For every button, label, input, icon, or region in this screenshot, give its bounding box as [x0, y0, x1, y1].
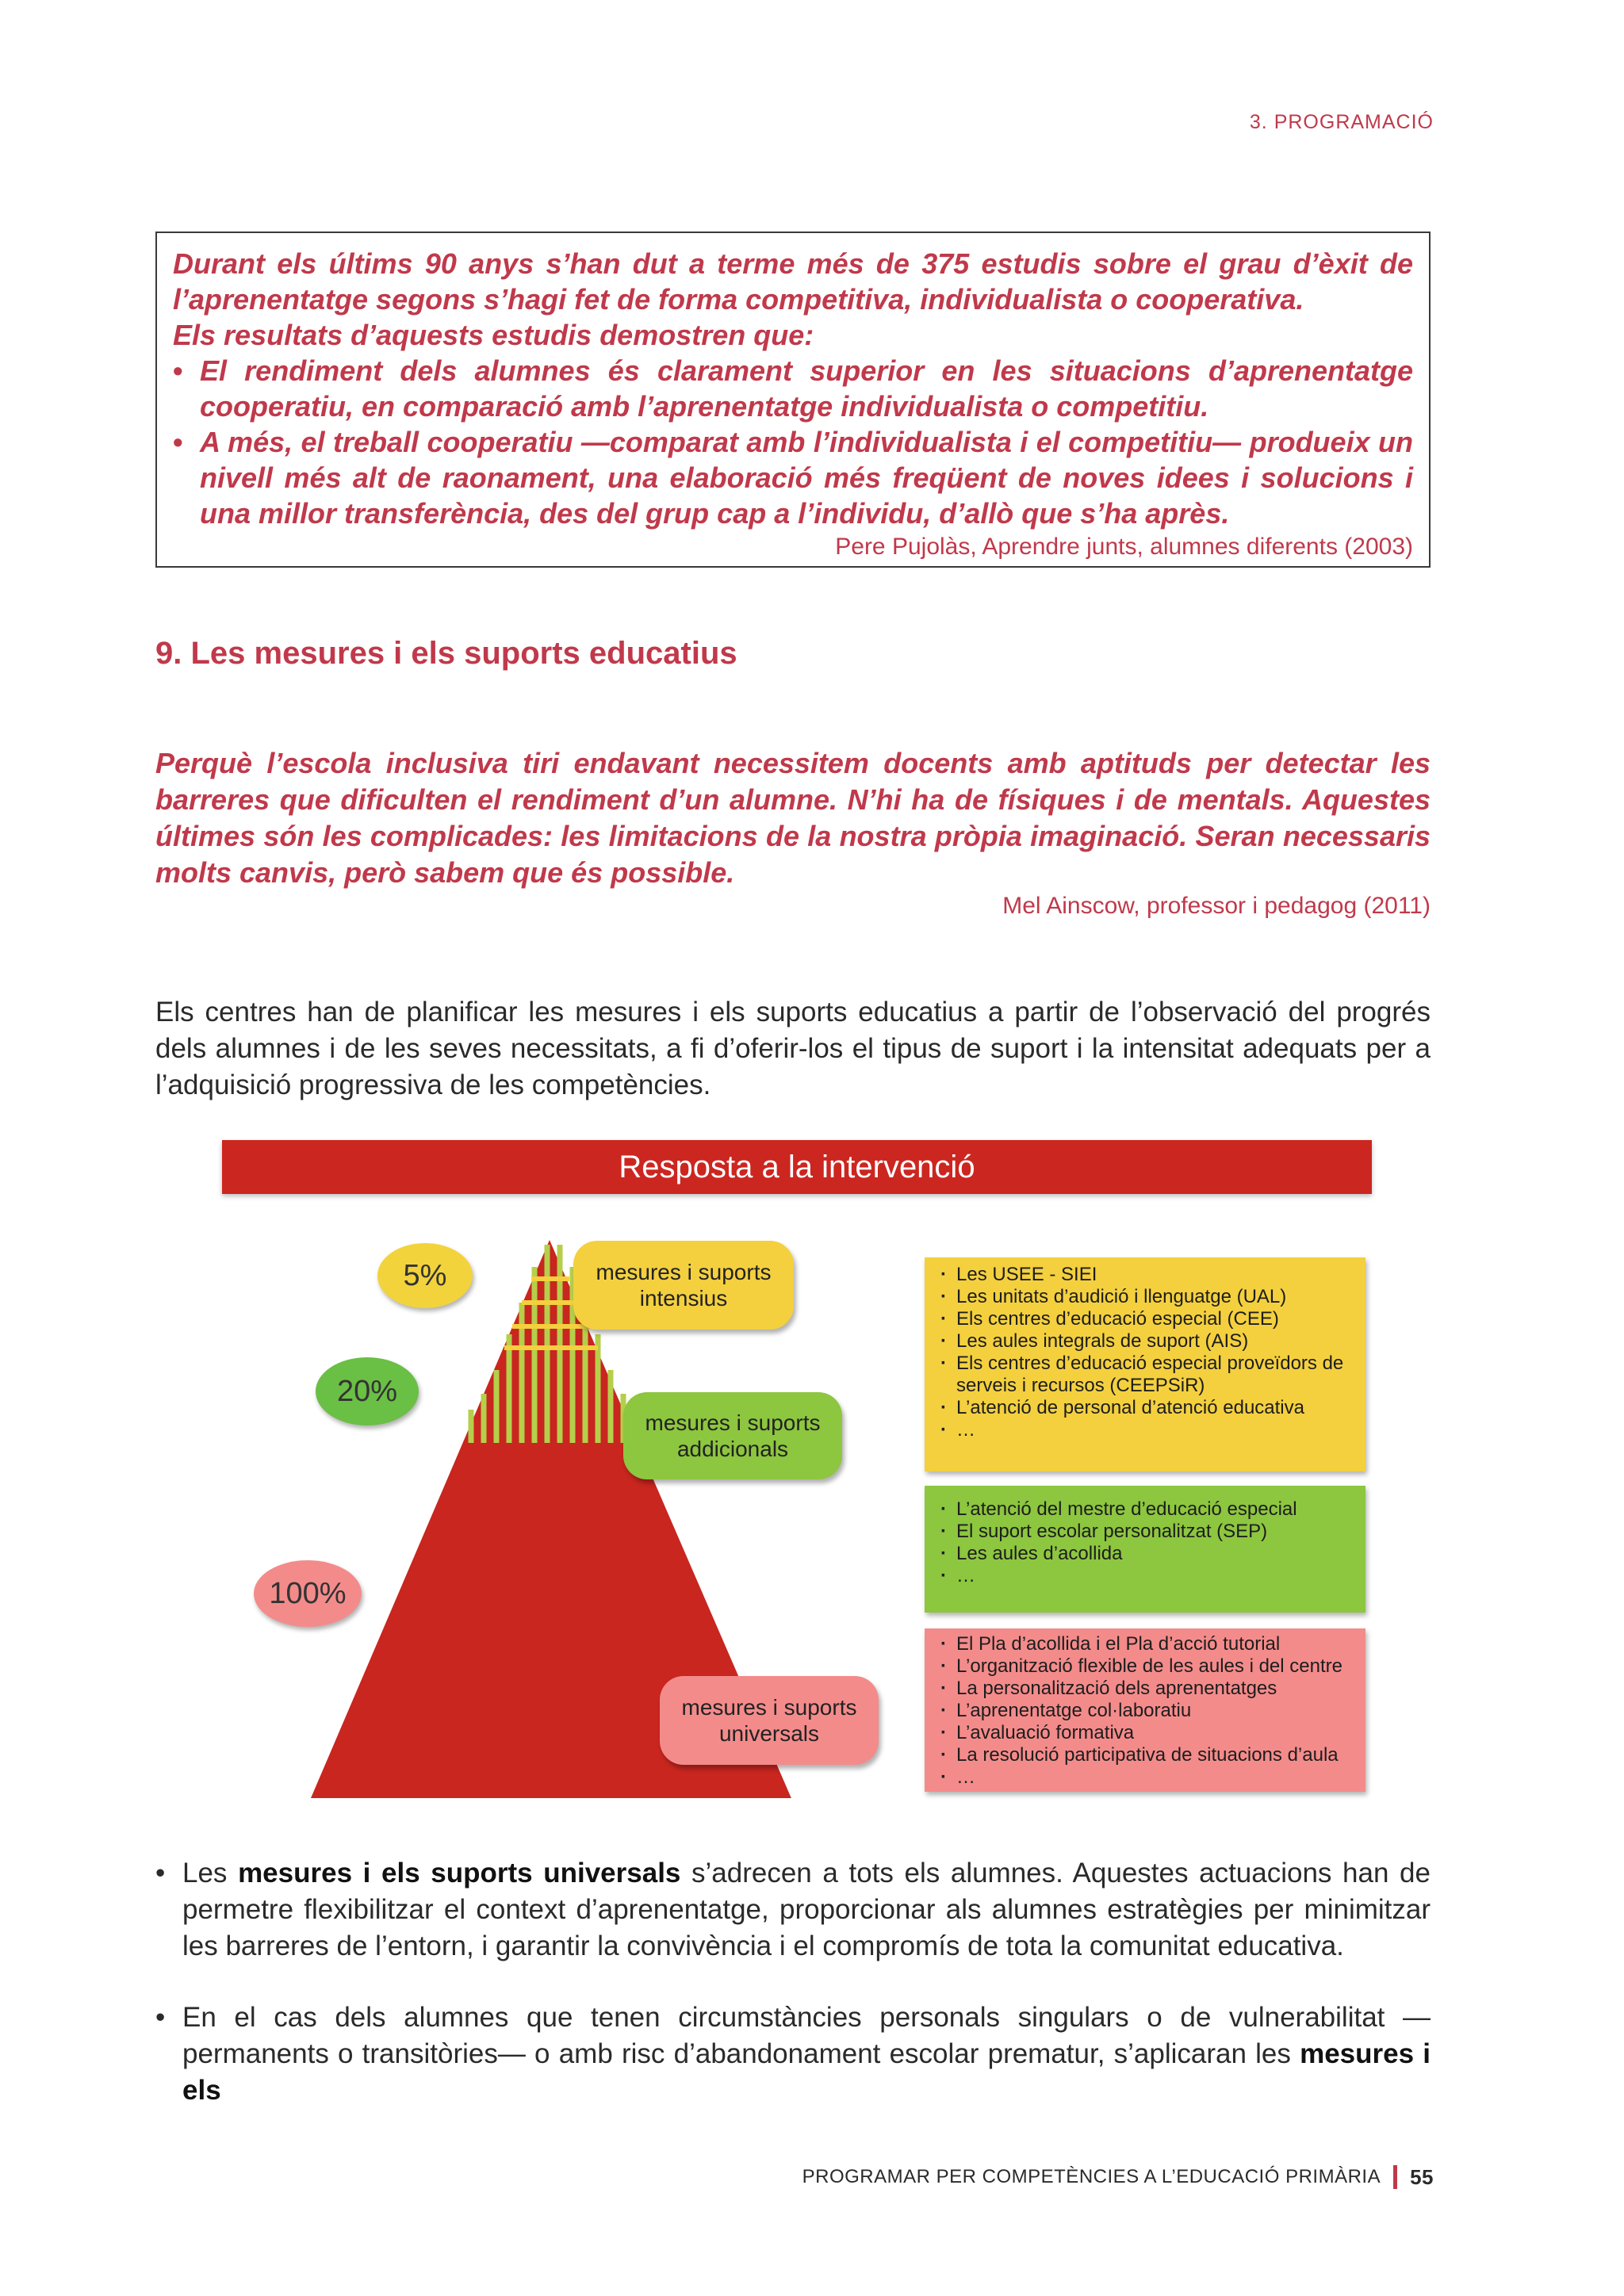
measure-item: · L’organització flexible de les aules i del centre [936, 1655, 1354, 1678]
quote-intro: Durant els últims 90 anys s’han dut a terme més de 375 estudis sobre el grau d’èxit de l’aprenentatge segons s’hagi fet de forma competitiva, individualista o cooperativa. [173, 247, 1413, 316]
page-footer [714, 2163, 1434, 2191]
intensius-measures-list [925, 1257, 1365, 1471]
measure-item: · … [936, 1565, 1354, 1587]
bullet-text: Les [182, 1858, 239, 1888]
percentage-20: 20% [316, 1357, 419, 1425]
measure-item: · Les USEE - SIEI [936, 1264, 1354, 1286]
measure-item: · … [936, 1766, 1354, 1789]
measure-item: · L’atenció del mestre d’educació especial [936, 1498, 1354, 1521]
measure-item: · L’aprenentatge col·laboratiu [936, 1700, 1354, 1722]
measure-item: · El Pla d’acollida i el Pla d’acció tutorial [936, 1633, 1354, 1655]
tier-intensius-label [573, 1241, 794, 1330]
measure-item: · Els centres d’educació especial (CEE) [936, 1308, 1354, 1330]
tier-label-line: universals [718, 1721, 820, 1746]
measure-item: · Les aules d’acollida [936, 1543, 1354, 1565]
tier-addicionals-label [623, 1392, 842, 1479]
research-quote-box [155, 232, 1431, 568]
quote-point: • A més, el treball cooperatiu —comparat amb l’individualista i el competitiu— produeix un nivell més alt de raonament, una elaboració més freqüent de noves idees i solucions i una millor transferència, des del grup cap a l’individu, d’allò que s’ha après. [173, 424, 1413, 531]
measure-item: · La resolució participativa de situacions d’aula [936, 1744, 1354, 1766]
bullet-text: s’adrecen a tots els alumnes. Aquestes actuacions han de permetre flexibilitzar el context d’aprenentatge, proporcionar als alumnes estratègies per minimitzar les barreres de l’entorn, i garantir la convivència i el compromís de tota la comunitat educativa. [182, 1858, 1431, 1961]
measure-item: · La personalització dels aprenentatges [936, 1678, 1354, 1700]
footer-divider [1393, 2165, 1397, 2189]
running-head: 3. PROGRAMACIÓ [1249, 111, 1434, 133]
measure-item: · El suport escolar personalitzat (SEP) [936, 1521, 1354, 1543]
response-to-intervention-figure [222, 1140, 1372, 1798]
body-paragraph: Els centres han de planificar les mesures i els suports educatius a partir de l’observació del progrés dels alumnes i de les seves necessitats, a fi d’oferir-los el tipus de suport i la intensitat adequats per a l’adquisició progressiva de les competències. [155, 997, 1431, 1100]
percentage-5: 5% [377, 1243, 473, 1308]
bullet-vulnerable-students [155, 1999, 1431, 2109]
bullet-universals [155, 1855, 1431, 1965]
measure-item: · L’avaluació formativa [936, 1722, 1354, 1744]
tier-label-line: mesures i suports [681, 1695, 857, 1720]
epigraph: Perquè l’escola inclusiva tiri endavant necessitem docents amb aptituds per detectar les barreres que dificulten el rendiment d’un alumne. N’hi ha de físiques i de mentals. Aquestes últimes són les complicades: les limitacions de la nostra pròpia imaginació. Seran necessaris molts canvis, però sabem que és possible. [155, 747, 1431, 889]
tier-label-line: intensius [639, 1286, 728, 1311]
measure-item: · Els centres d’educació especial proveïdors de serveis i recursos (CEEPSiR) [936, 1353, 1354, 1397]
universals-measures-list [925, 1628, 1365, 1792]
section-title: 9. Les mesures i els suports educatius [155, 636, 737, 671]
quote-results-intro: Els resultats d’aquests estudis demostren que: [173, 319, 814, 351]
percentage-100: 100% [254, 1560, 362, 1627]
measure-item: · Les aules integrals de suport (AIS) [936, 1330, 1354, 1353]
bullet-text: En el cas dels alumnes que tenen circumstàncies personals singulars o de vulnerabilitat —permanents o transitòries— o amb risc d’abandonament escolar prematur, s’aplicaran les [182, 2002, 1431, 2069]
bullet-bold-term: mesures i els [182, 2038, 1431, 2106]
tier-label-line: mesures i suports [645, 1410, 821, 1435]
measure-item: · … [936, 1419, 1354, 1441]
quote-point: • El rendiment dels alumnes és clarament superior en les situacions d’aprenentatge cooperatiu, en comparació amb l’aprenentatge individualista o competitiu. [173, 353, 1413, 424]
addicionals-measures-list [925, 1486, 1365, 1613]
figure-title-banner: Resposta a la intervenció [222, 1140, 1372, 1194]
measure-item: · Les unitats d’audició i llenguatge (UAL) [936, 1286, 1354, 1308]
measures-bullet-list [155, 1855, 1431, 2144]
tier-label-line: addicionals [676, 1437, 789, 1461]
quote-points [173, 353, 1413, 531]
footer-book-title: PROGRAMAR PER COMPETÈNCIES A L’EDUCACIÓ PRIMÀRIA [802, 2166, 1381, 2187]
tier-label-line: mesures i suports [596, 1260, 772, 1284]
measure-item: · L’atenció de personal d’atenció educativa [936, 1397, 1354, 1419]
page-number: 55 [1410, 2164, 1434, 2189]
quote-citation: Pere Pujolàs, Aprendre junts, alumnes diferents (2003) [835, 534, 1413, 560]
tier-universals-label [660, 1676, 879, 1765]
bullet-bold-term: mesures i els suports universals [238, 1858, 681, 1888]
epigraph-citation: Mel Ainscow, professor i pedagog (2011) [1002, 893, 1431, 919]
